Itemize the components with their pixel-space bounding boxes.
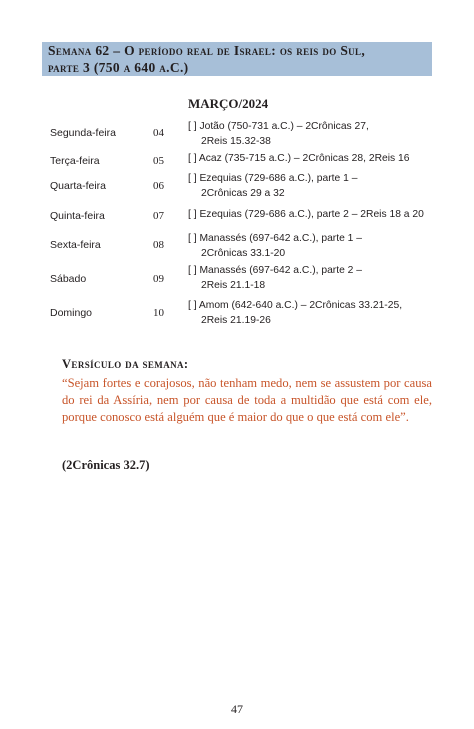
week-title-line-1: Semana 62 – O período real de Israel: os reis do Sul, <box>48 43 366 58</box>
reading-checkbox-item[interactable] <box>188 152 438 167</box>
day-date: 06 <box>153 180 164 192</box>
reading-line: [ ] Ezequias (729-686 a.C.), parte 1 – <box>188 173 358 184</box>
week-title-banner <box>42 42 432 76</box>
day-name: Segunda-feira <box>50 127 116 139</box>
day-date: 09 <box>153 273 164 285</box>
reading-line-continued: 2Reis 15.32-38 <box>201 135 271 147</box>
day-date: 07 <box>153 210 164 222</box>
reading-line-continued: 2Reis 21.19-26 <box>201 314 271 326</box>
reading-line-continued: 2Crônicas 29 a 32 <box>201 187 285 199</box>
reading-checkbox-item[interactable] <box>188 120 438 149</box>
day-name: Terça-feira <box>50 155 100 167</box>
page-number: 47 <box>231 702 243 716</box>
reading-checkbox-item[interactable] <box>188 232 438 261</box>
reading-checkbox-item[interactable] <box>188 172 438 201</box>
day-name: Quinta-feira <box>50 210 105 222</box>
reading-line: [ ] Acaz (735-715 a.C.) – 2Crônicas 28, 2Reis 16 <box>188 153 410 164</box>
reading-checkbox-item[interactable] <box>188 264 438 293</box>
reading-line-continued: 2Crônicas 33.1-20 <box>201 247 286 259</box>
day-date: 10 <box>153 307 164 319</box>
reading-line: [ ] Manassés (697-642 a.C.), parte 2 – <box>188 265 362 276</box>
day-name: Sexta-feira <box>50 239 101 251</box>
reading-checkbox-item[interactable] <box>188 299 438 328</box>
reading-line: [ ] Amom (642-640 a.C.) – 2Crônicas 33.21-25, <box>188 300 403 311</box>
reading-line: [ ] Jotão (750-731 a.C.) – 2Crônicas 27, <box>188 121 369 132</box>
day-date: 04 <box>153 127 164 139</box>
reading-line-continued: 2Reis 21.1-18 <box>201 279 266 291</box>
day-date: 05 <box>153 155 164 167</box>
month-label: MARÇO/2024 <box>188 96 269 111</box>
day-name: Sábado <box>50 273 87 285</box>
verse-reference: (2Crônicas 32.7) <box>62 458 150 472</box>
verse-text: “Sejam fortes e corajosos, não tenham medo, nem se assustem por causa do rei da Assíria, nem por causa de toda a multidão que está com ele, porque conosco está alguém que é maior do que o que está com ele”. <box>62 376 432 424</box>
verse-heading: Versículo da semana: <box>62 357 189 371</box>
day-name: Quarta-feira <box>50 180 107 192</box>
day-name: Domingo <box>50 307 93 319</box>
reading-line: [ ] Manassés (697-642 a.C.), parte 1 – <box>188 233 362 244</box>
reading-checkbox-item[interactable] <box>188 208 438 223</box>
day-date: 08 <box>153 239 164 251</box>
week-title-line-2: parte 3 (750 a 640 a.C.) <box>48 59 189 75</box>
reading-line: [ ] Ezequias (729-686 a.C.), parte 2 – 2Reis 18 a 20 <box>188 209 424 220</box>
